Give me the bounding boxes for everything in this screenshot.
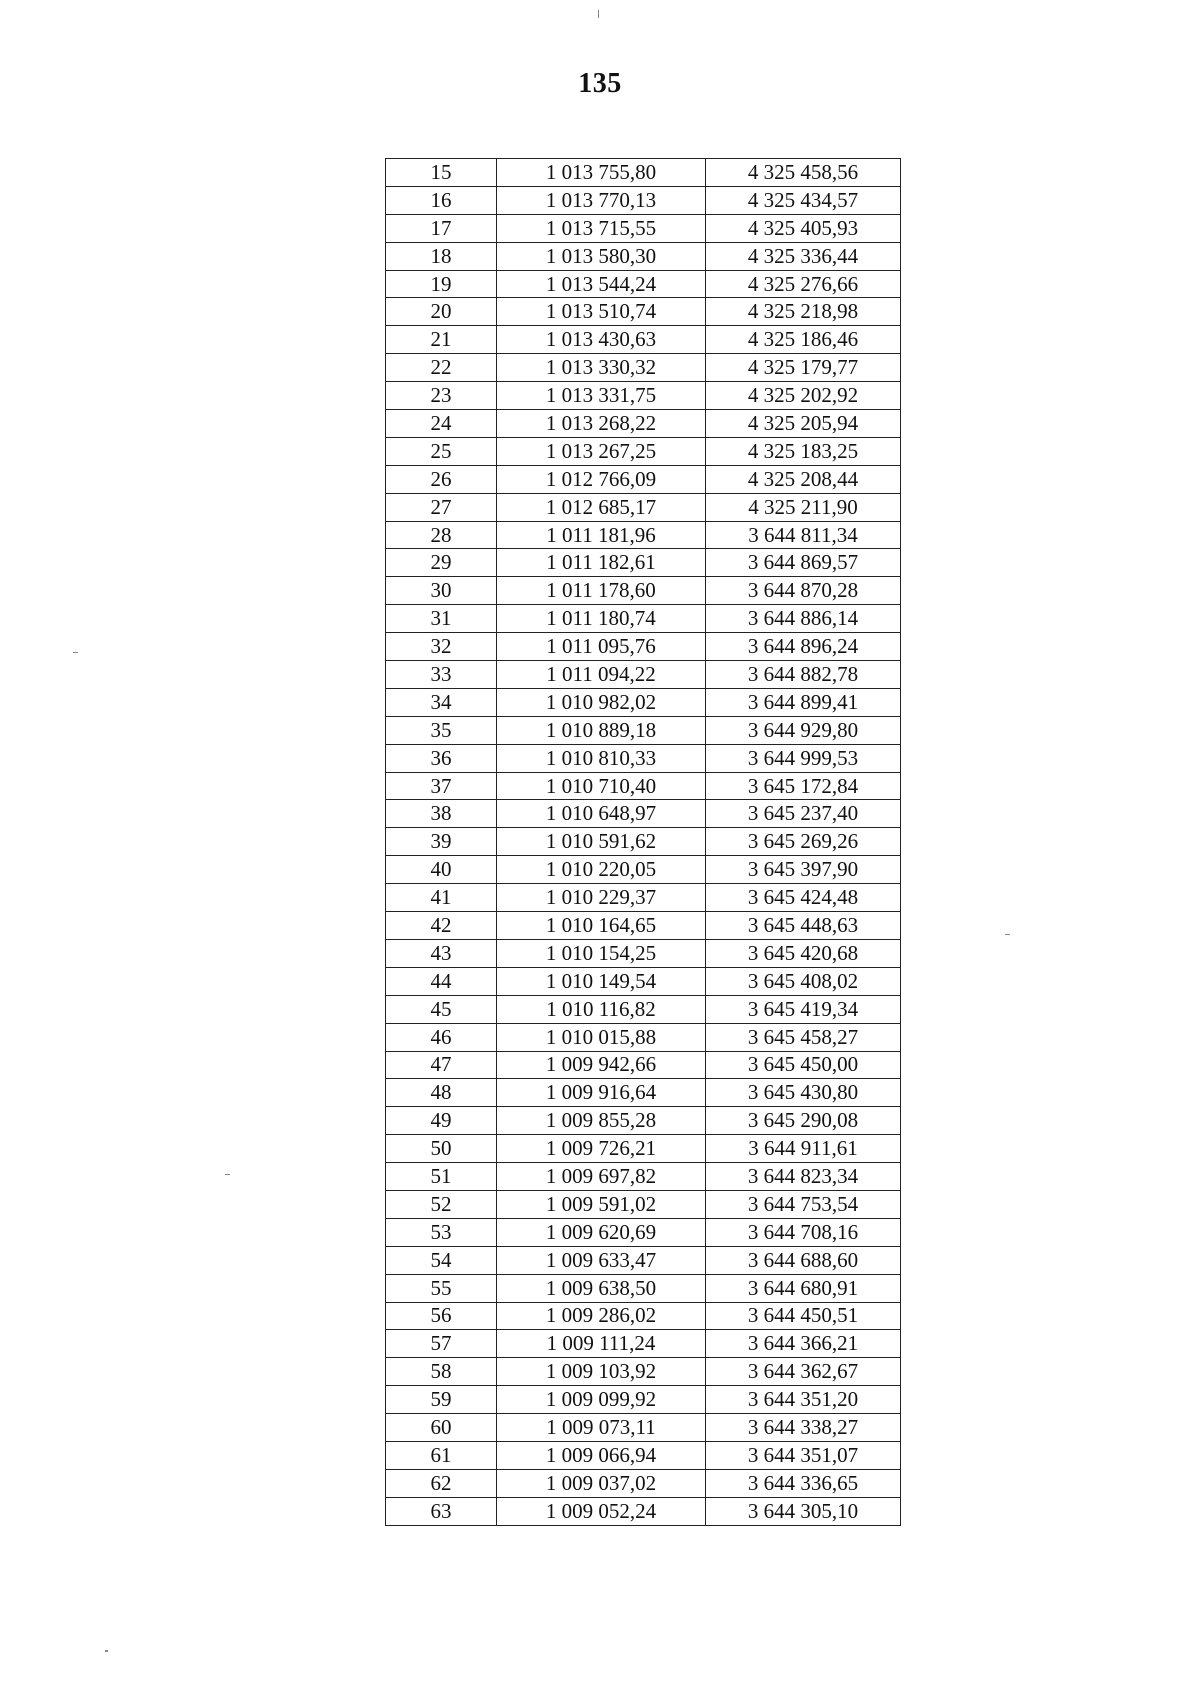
scan-speck	[225, 1174, 230, 1175]
table-row	[386, 716, 901, 744]
y-coordinate-cell: 3 644 305,10	[706, 1497, 901, 1525]
point-number-cell: 39	[386, 828, 497, 856]
table-row	[386, 1023, 901, 1051]
y-coordinate-cell: 4 325 211,90	[706, 493, 901, 521]
x-coordinate-cell: 1 010 154,25	[497, 939, 706, 967]
y-coordinate-cell: 3 644 351,07	[706, 1441, 901, 1469]
y-coordinate-cell: 3 644 911,61	[706, 1135, 901, 1163]
point-number-cell: 50	[386, 1135, 497, 1163]
x-coordinate-cell: 1 013 331,75	[497, 382, 706, 410]
x-coordinate-cell: 1 013 755,80	[497, 159, 706, 187]
point-number-cell: 16	[386, 186, 497, 214]
x-coordinate-cell: 1 009 942,66	[497, 1051, 706, 1079]
table-row	[386, 661, 901, 689]
x-coordinate-cell: 1 010 220,05	[497, 856, 706, 884]
y-coordinate-cell: 3 645 269,26	[706, 828, 901, 856]
y-coordinate-cell: 3 645 397,90	[706, 856, 901, 884]
y-coordinate-cell: 3 645 172,84	[706, 772, 901, 800]
y-coordinate-cell: 3 645 420,68	[706, 939, 901, 967]
table-row	[386, 493, 901, 521]
table-row	[386, 382, 901, 410]
point-number-cell: 38	[386, 800, 497, 828]
table-row	[386, 437, 901, 465]
x-coordinate-cell: 1 013 268,22	[497, 410, 706, 438]
table-row	[386, 605, 901, 633]
point-number-cell: 23	[386, 382, 497, 410]
table-row	[386, 1135, 901, 1163]
table-row	[386, 298, 901, 326]
table-row	[386, 1274, 901, 1302]
x-coordinate-cell: 1 010 164,65	[497, 912, 706, 940]
x-coordinate-cell: 1 011 094,22	[497, 661, 706, 689]
y-coordinate-cell: 3 645 424,48	[706, 884, 901, 912]
x-coordinate-cell: 1 013 580,30	[497, 242, 706, 270]
point-number-cell: 55	[386, 1274, 497, 1302]
x-coordinate-cell: 1 010 648,97	[497, 800, 706, 828]
point-number-cell: 25	[386, 437, 497, 465]
table-row	[386, 1302, 901, 1330]
x-coordinate-cell: 1 009 916,64	[497, 1079, 706, 1107]
table-row	[386, 1386, 901, 1414]
point-number-cell: 35	[386, 716, 497, 744]
point-number-cell: 27	[386, 493, 497, 521]
table-row	[386, 186, 901, 214]
point-number-cell: 19	[386, 270, 497, 298]
y-coordinate-cell: 3 644 366,21	[706, 1330, 901, 1358]
x-coordinate-cell: 1 010 810,33	[497, 744, 706, 772]
y-coordinate-cell: 3 645 408,02	[706, 967, 901, 995]
point-number-cell: 51	[386, 1163, 497, 1191]
point-number-cell: 45	[386, 995, 497, 1023]
x-coordinate-cell: 1 011 178,60	[497, 577, 706, 605]
table-row	[386, 939, 901, 967]
table-row	[386, 633, 901, 661]
x-coordinate-cell: 1 011 182,61	[497, 549, 706, 577]
point-number-cell: 24	[386, 410, 497, 438]
table-row	[386, 772, 901, 800]
point-number-cell: 43	[386, 939, 497, 967]
x-coordinate-cell: 1 011 181,96	[497, 521, 706, 549]
point-number-cell: 36	[386, 744, 497, 772]
x-coordinate-cell: 1 013 510,74	[497, 298, 706, 326]
point-number-cell: 20	[386, 298, 497, 326]
point-number-cell: 21	[386, 326, 497, 354]
y-coordinate-cell: 3 645 237,40	[706, 800, 901, 828]
y-coordinate-cell: 3 645 430,80	[706, 1079, 901, 1107]
table-row	[386, 995, 901, 1023]
table-row	[386, 270, 901, 298]
y-coordinate-cell: 3 645 419,34	[706, 995, 901, 1023]
y-coordinate-cell: 3 644 708,16	[706, 1218, 901, 1246]
table-row	[386, 884, 901, 912]
y-coordinate-cell: 4 325 179,77	[706, 354, 901, 382]
x-coordinate-cell: 1 013 267,25	[497, 437, 706, 465]
y-coordinate-cell: 3 644 870,28	[706, 577, 901, 605]
y-coordinate-cell: 3 645 450,00	[706, 1051, 901, 1079]
x-coordinate-cell: 1 013 430,63	[497, 326, 706, 354]
point-number-cell: 31	[386, 605, 497, 633]
x-coordinate-cell: 1 010 982,02	[497, 688, 706, 716]
x-coordinate-cell: 1 009 037,02	[497, 1469, 706, 1497]
scan-speck	[598, 10, 599, 18]
scan-speck	[73, 652, 78, 653]
x-coordinate-cell: 1 010 229,37	[497, 884, 706, 912]
y-coordinate-cell: 3 644 999,53	[706, 744, 901, 772]
y-coordinate-cell: 4 325 202,92	[706, 382, 901, 410]
point-number-cell: 48	[386, 1079, 497, 1107]
x-coordinate-cell: 1 013 770,13	[497, 186, 706, 214]
y-coordinate-cell: 4 325 405,93	[706, 214, 901, 242]
x-coordinate-cell: 1 009 073,11	[497, 1414, 706, 1442]
table-row	[386, 800, 901, 828]
y-coordinate-cell: 3 644 896,24	[706, 633, 901, 661]
x-coordinate-cell: 1 009 052,24	[497, 1497, 706, 1525]
x-coordinate-cell: 1 009 103,92	[497, 1358, 706, 1386]
y-coordinate-cell: 3 645 290,08	[706, 1107, 901, 1135]
table-row	[386, 967, 901, 995]
table-row	[386, 1218, 901, 1246]
table-row	[386, 1358, 901, 1386]
point-number-cell: 44	[386, 967, 497, 995]
y-coordinate-cell: 4 325 276,66	[706, 270, 901, 298]
table-row	[386, 856, 901, 884]
scan-speck	[105, 1650, 108, 1652]
point-number-cell: 62	[386, 1469, 497, 1497]
y-coordinate-cell: 4 325 458,56	[706, 159, 901, 187]
x-coordinate-cell: 1 013 715,55	[497, 214, 706, 242]
point-number-cell: 17	[386, 214, 497, 242]
point-number-cell: 56	[386, 1302, 497, 1330]
x-coordinate-cell: 1 009 697,82	[497, 1163, 706, 1191]
point-number-cell: 15	[386, 159, 497, 187]
x-coordinate-cell: 1 009 099,92	[497, 1386, 706, 1414]
point-number-cell: 18	[386, 242, 497, 270]
point-number-cell: 26	[386, 465, 497, 493]
table-row	[386, 828, 901, 856]
point-number-cell: 37	[386, 772, 497, 800]
table-row	[386, 1414, 901, 1442]
point-number-cell: 53	[386, 1218, 497, 1246]
x-coordinate-cell: 1 009 855,28	[497, 1107, 706, 1135]
coordinates-table-body	[386, 159, 901, 1526]
y-coordinate-cell: 4 325 336,44	[706, 242, 901, 270]
point-number-cell: 52	[386, 1190, 497, 1218]
x-coordinate-cell: 1 009 286,02	[497, 1302, 706, 1330]
x-coordinate-cell: 1 009 591,02	[497, 1190, 706, 1218]
table-row	[386, 1497, 901, 1525]
table-row	[386, 1190, 901, 1218]
y-coordinate-cell: 3 644 929,80	[706, 716, 901, 744]
point-number-cell: 46	[386, 1023, 497, 1051]
point-number-cell: 32	[386, 633, 497, 661]
table-row	[386, 549, 901, 577]
point-number-cell: 54	[386, 1246, 497, 1274]
table-row	[386, 744, 901, 772]
x-coordinate-cell: 1 009 638,50	[497, 1274, 706, 1302]
y-coordinate-cell: 3 644 753,54	[706, 1190, 901, 1218]
table-row	[386, 159, 901, 187]
table-row	[386, 577, 901, 605]
x-coordinate-cell: 1 012 685,17	[497, 493, 706, 521]
table-row	[386, 688, 901, 716]
y-coordinate-cell: 3 644 811,34	[706, 521, 901, 549]
table-row	[386, 242, 901, 270]
x-coordinate-cell: 1 010 889,18	[497, 716, 706, 744]
table-row	[386, 1079, 901, 1107]
table-row	[386, 1051, 901, 1079]
y-coordinate-cell: 3 644 680,91	[706, 1274, 901, 1302]
y-coordinate-cell: 3 644 688,60	[706, 1246, 901, 1274]
y-coordinate-cell: 3 644 882,78	[706, 661, 901, 689]
point-number-cell: 61	[386, 1441, 497, 1469]
x-coordinate-cell: 1 009 620,69	[497, 1218, 706, 1246]
y-coordinate-cell: 3 644 351,20	[706, 1386, 901, 1414]
x-coordinate-cell: 1 011 095,76	[497, 633, 706, 661]
x-coordinate-cell: 1 013 544,24	[497, 270, 706, 298]
x-coordinate-cell: 1 012 766,09	[497, 465, 706, 493]
x-coordinate-cell: 1 010 116,82	[497, 995, 706, 1023]
coordinates-table	[385, 158, 901, 1526]
x-coordinate-cell: 1 010 591,62	[497, 828, 706, 856]
y-coordinate-cell: 4 325 186,46	[706, 326, 901, 354]
y-coordinate-cell: 4 325 434,57	[706, 186, 901, 214]
point-number-cell: 60	[386, 1414, 497, 1442]
point-number-cell: 30	[386, 577, 497, 605]
page-number: 135	[578, 68, 622, 99]
x-coordinate-cell: 1 009 111,24	[497, 1330, 706, 1358]
x-coordinate-cell: 1 009 633,47	[497, 1246, 706, 1274]
table-row	[386, 354, 901, 382]
table-row	[386, 521, 901, 549]
table-row	[386, 1107, 901, 1135]
scan-speck	[1005, 934, 1010, 935]
table-row	[386, 410, 901, 438]
point-number-cell: 59	[386, 1386, 497, 1414]
y-coordinate-cell: 3 644 823,34	[706, 1163, 901, 1191]
y-coordinate-cell: 3 644 338,27	[706, 1414, 901, 1442]
table-row	[386, 1469, 901, 1497]
table-row	[386, 1330, 901, 1358]
y-coordinate-cell: 4 325 183,25	[706, 437, 901, 465]
y-coordinate-cell: 3 644 450,51	[706, 1302, 901, 1330]
y-coordinate-cell: 3 644 362,67	[706, 1358, 901, 1386]
y-coordinate-cell: 3 644 869,57	[706, 549, 901, 577]
table-row	[386, 1246, 901, 1274]
point-number-cell: 57	[386, 1330, 497, 1358]
point-number-cell: 63	[386, 1497, 497, 1525]
table-row	[386, 912, 901, 940]
x-coordinate-cell: 1 009 726,21	[497, 1135, 706, 1163]
point-number-cell: 28	[386, 521, 497, 549]
table-row	[386, 1441, 901, 1469]
point-number-cell: 41	[386, 884, 497, 912]
point-number-cell: 47	[386, 1051, 497, 1079]
point-number-cell: 40	[386, 856, 497, 884]
point-number-cell: 49	[386, 1107, 497, 1135]
point-number-cell: 29	[386, 549, 497, 577]
x-coordinate-cell: 1 010 149,54	[497, 967, 706, 995]
point-number-cell: 34	[386, 688, 497, 716]
point-number-cell: 22	[386, 354, 497, 382]
x-coordinate-cell: 1 010 015,88	[497, 1023, 706, 1051]
y-coordinate-cell: 3 645 458,27	[706, 1023, 901, 1051]
y-coordinate-cell: 3 644 336,65	[706, 1469, 901, 1497]
point-number-cell: 58	[386, 1358, 497, 1386]
y-coordinate-cell: 4 325 205,94	[706, 410, 901, 438]
point-number-cell: 33	[386, 661, 497, 689]
y-coordinate-cell: 3 645 448,63	[706, 912, 901, 940]
x-coordinate-cell: 1 013 330,32	[497, 354, 706, 382]
table-row	[386, 326, 901, 354]
x-coordinate-cell: 1 009 066,94	[497, 1441, 706, 1469]
y-coordinate-cell: 4 325 218,98	[706, 298, 901, 326]
y-coordinate-cell: 4 325 208,44	[706, 465, 901, 493]
point-number-cell: 42	[386, 912, 497, 940]
table-row	[386, 465, 901, 493]
x-coordinate-cell: 1 010 710,40	[497, 772, 706, 800]
y-coordinate-cell: 3 644 886,14	[706, 605, 901, 633]
y-coordinate-cell: 3 644 899,41	[706, 688, 901, 716]
x-coordinate-cell: 1 011 180,74	[497, 605, 706, 633]
table-row	[386, 214, 901, 242]
table-row	[386, 1163, 901, 1191]
